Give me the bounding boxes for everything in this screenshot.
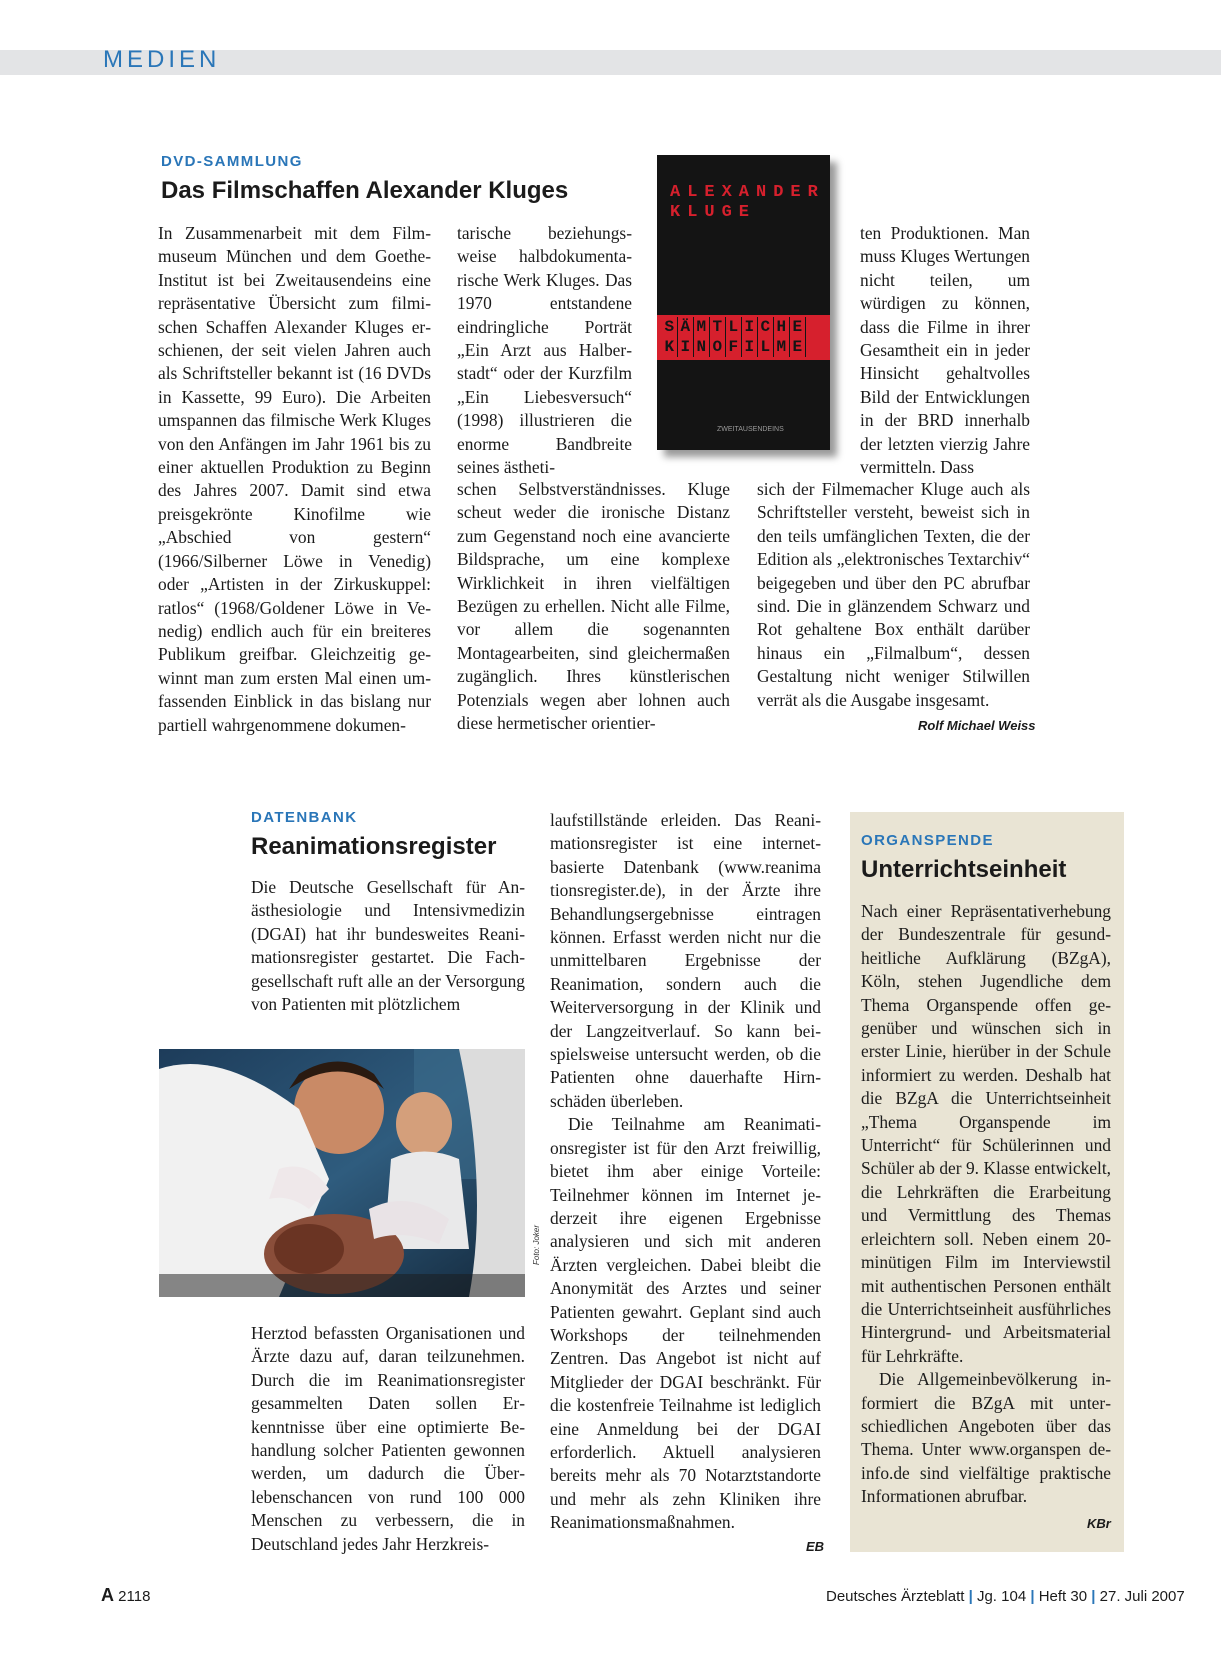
dvd-cover-title-letter: I [742,317,758,337]
dvd-cover-title-letter: N [694,337,710,357]
dvd-cover-title-letter: T [710,317,726,337]
article1-column2-top-text: tarische beziehungsweise halbdokumentarische Werk Kluges. Das 1970 entstandene eindringliche Porträt „Ein Arzt aus Halberstadt“ oder der Kurzfilm „Ein Liebesversuch“ (1998) illustrieren die enorme Bandbreite seines ästheti- [457,223,632,478]
article1-headline: Das Filmschaffen Alexander Kluges [161,177,569,204]
article1-column2-bottom-text: schen Selbstverständnisses. Kluge scheut weder die ironische Distanz zum Gegenstand noch eine avancierte Bildsprache, um eine komplexe Wirklichkeit in ihren vielfältigen Bezügen zu erhellen. Nicht alle Filme, vor allem die sogenannten Montagearbeiten, sind gleichermaßen zugänglich. Ihres künstlerischen Potenzials wegen aber lohnen auch diese hermetischer orientier- [457,479,730,734]
article3-paragraph2: Die Allgemeinbevölkerung informiert die BZgA mit unterschiedlichen Angeboten über das Thema. Unter www.organspen de-info.de sind vielfältige praktische Informationen abrufbar. [861,1369,1111,1507]
dvd-cover-title-letter: I [742,337,758,357]
article1-author: Rolf Michael Weiss [918,718,1036,733]
journal-info [826,1588,1185,1605]
article1-column3-top-text: ten Produktionen. Man muss Kluges Wertungen nicht teilen, um würdigen zu können, dass die Filme in ihrer Gesamtheit ein in jeder Hinsicht gehaltvolles Bild der Entwicklungen in der BRD innerhalb der letzten vierzig Jahre vermitteln. Dass [860,223,1030,478]
dvd-cover-title-line1 [662,317,830,337]
resuscitation-photo-illustration [159,1049,525,1297]
dvd-cover-image [657,155,830,450]
journal-date: 27. Juli 2007 [1099,1588,1185,1605]
article2-column1-top [251,876,525,1016]
page-number [101,1585,150,1606]
dvd-cover-title-letter: F [726,337,742,357]
article2-column2-paragraph2: Die Teilnahme am Reanimationsregister ist für den Arzt freiwillig, bietet ihm aber einige Vorteile: Teilnehmer können im Internet jederzeit ihre eigenen Ergebnisse analysieren und sich mit anderen Ärzten vergleichen. Dabei bleibt die Anonymität des Arztes und seiner Patienten gewahrt. Geplant sind auch Workshops der teilnehmenden Zentren. Das Angebot ist nicht auf Mitglieder der DGAI beschränkt. Für die kostenfreie Teilnahme ist lediglich eine Anmeldung bei der DGAI erforderlich. Aktuell analysieren bereits mehr als 70 Notarztstandorte und mehr als zehn Kliniken ihre Reanimationsmaßnahmen. [550,1114,821,1533]
photo-credit: Foto: Joker [532,1224,541,1265]
dvd-cover-title-letter: S [662,317,678,337]
article3-paragraph1: Nach einer Repräsentativerhebung der Bundeszentrale für gesundheitliche Aufklärung (BZgA), Köln, stehen Jugendliche dem Thema Organspende offen gegenüber und wünschen sich in erster Linie, hierüber in der Schule informiert zu werden. Deshalb hat die BZgA die Unterrichtseinheit „Thema Organspende im Unterricht“ für Schülerinnen und Schüler ab der 9. Klasse entwickelt, die Lehrkräften die Erarbeitung und Vermittlung des Themas erleichtern soll. Neben einem 20-minütigen Film im Interviewstil mit authentischen Personen enthält die Unterrichtseinheit ausführliches Hintergrund- und Arbeitsmaterial für Lehrkräfte. [861,901,1111,1366]
dvd-cover-title-letter: E [790,337,806,357]
journal-volume: Jg. 104 [976,1588,1027,1605]
dvd-cover-title-letter: L [726,317,742,337]
article1-column3-bottom-text: sich der Filmemacher Kluge auch als Schriftsteller versteht, beweist sich in den teils umfänglichen Texten, die der Edition als „elektronisches Textarchiv“ beigegeben und über den PC abrufbar sind. Die in glänzendem Schwarz und Rot gehaltene Box enthält darüber hinaus ein „Filmalbum“, dessen Gestaltung nicht weniger Stilwillen verrät als die Ausgabe insgesamt. [757,479,1030,710]
article1-column1-text: In Zusammenarbeit mit dem Filmmuseum München und dem Goethe-Institut ist bei Zweitausendeins eine repräsentative Übersicht zum filmischen Schaffen Alexander Kluges erschienen, der seit vielen Jahren auch als Schriftsteller bekannt ist (16 DVDs in Kassette, 99 Euro). Die Arbeiten umspannen das filmische Werk Kluges von den Anfängen im Jahr 1961 bis zu einer aktuellen Produktion zu Beginn des Jahres 2007. Damit sind etwa preisgekrönte Kinofilme wie „Abschied von gestern“ (1966/Silberner Löwe in Venedig) oder „Artisten in der Zirkuskuppel: ratlos“ (1968/Goldener Löwe in Venedig) endlich auch für ein breiteres Publikum greifbar. Gleichzeitig gewinnt man zum ersten Mal einen umfassenden Einblick in das bislang nur partiell wahrgenommene dokumen- [158,223,431,735]
article1-kicker: DVD-SAMMLUNG [161,153,303,170]
dvd-cover-title-letter: Ä [678,317,694,337]
dvd-cover-publisher: ZWEITAUSENDEINS [717,426,784,433]
dvd-cover-title [662,317,830,357]
dvd-cover-title-letter: O [710,337,726,357]
article2-column2 [550,809,821,1535]
article2-column1-bottom-text: Herztod befassten Organisationen und Ärzte dazu auf, daran teilzunehmen. Durch die im Reanimationsregister gesammelten Daten sollen Erkenntnisse über eine optimierte Behandlung solcher Patienten gewonnen werden, um dadurch die Überlebenschancen von rund 100 000 Menschen zu verbessern, die in Deutschland jedes Jahr Herzkreis- [251,1323,525,1554]
article2-column2-paragraph1: laufstillstände erleiden. Das Reanimationsregister ist eine internetbasierte Datenbank (www.reanima tionsregister.de), in der Ärzte ihre Behandlungsergebnisse eintragen können. Erfasst werden nicht nur die unmittelbaren Ergebnisse der Reanimation, sondern auch die Weiterversorgung in der Klinik und der Langzeitverlauf. So kann beispielsweise untersucht werden, ob die Patienten ohne dauerhafte Hirnschäden überleben. [550,810,821,1111]
page-number-value: 2118 [118,1588,151,1605]
article2-column1-top-text: Die Deutsche Gesellschaft für Anästhesiologie und Intensivmedizin (DGAI) hat ihr bundesweites Reanimationsregister gestartet. Die Fachgesellschaft ruft alle an der Versorgung von Patienten mit plötzlichem [251,877,525,1015]
article1-column2-bottom [457,478,730,735]
page-prefix: A [101,1585,114,1605]
dvd-cover-title-letter: M [774,337,790,357]
article2-kicker: DATENBANK [251,809,358,826]
dvd-cover-author: ALEXANDER KLUGE [670,183,825,222]
article1-column1 [158,222,431,737]
journal-name: Deutsches Ärzteblatt [826,1588,965,1605]
dvd-cover-title-letter: M [694,317,710,337]
article3-kicker: ORGANSPENDE [861,832,994,849]
footer-separator-3: | [1091,1588,1096,1605]
article3-body [861,900,1111,1509]
dvd-cover-title-letter: I [678,337,694,357]
article2-headline: Reanimationsregister [251,833,497,860]
dvd-cover-title-letter: K [662,337,678,357]
article3-headline: Unterrichtseinheit [861,856,1067,883]
article3-author: KBr [1087,1516,1111,1531]
dvd-cover-title-line2 [662,337,830,357]
dvd-cover-title-letter: C [758,317,774,337]
footer-separator-2: | [1030,1588,1035,1605]
dvd-cover-title-letter: H [774,317,790,337]
footer-separator-1: | [968,1588,973,1605]
article1-column3-top [860,222,1030,479]
journal-issue: Heft 30 [1038,1588,1088,1605]
dvd-cover-title-letter: E [790,317,806,337]
section-label: MEDIEN [103,46,221,73]
article2-column1-bottom [251,1322,525,1556]
article1-column2-top [457,222,632,479]
article1-column3-bottom [757,478,1030,712]
resuscitation-photo [159,1049,525,1297]
dvd-cover-title-letter: L [758,337,774,357]
article2-author: EB [806,1539,825,1554]
